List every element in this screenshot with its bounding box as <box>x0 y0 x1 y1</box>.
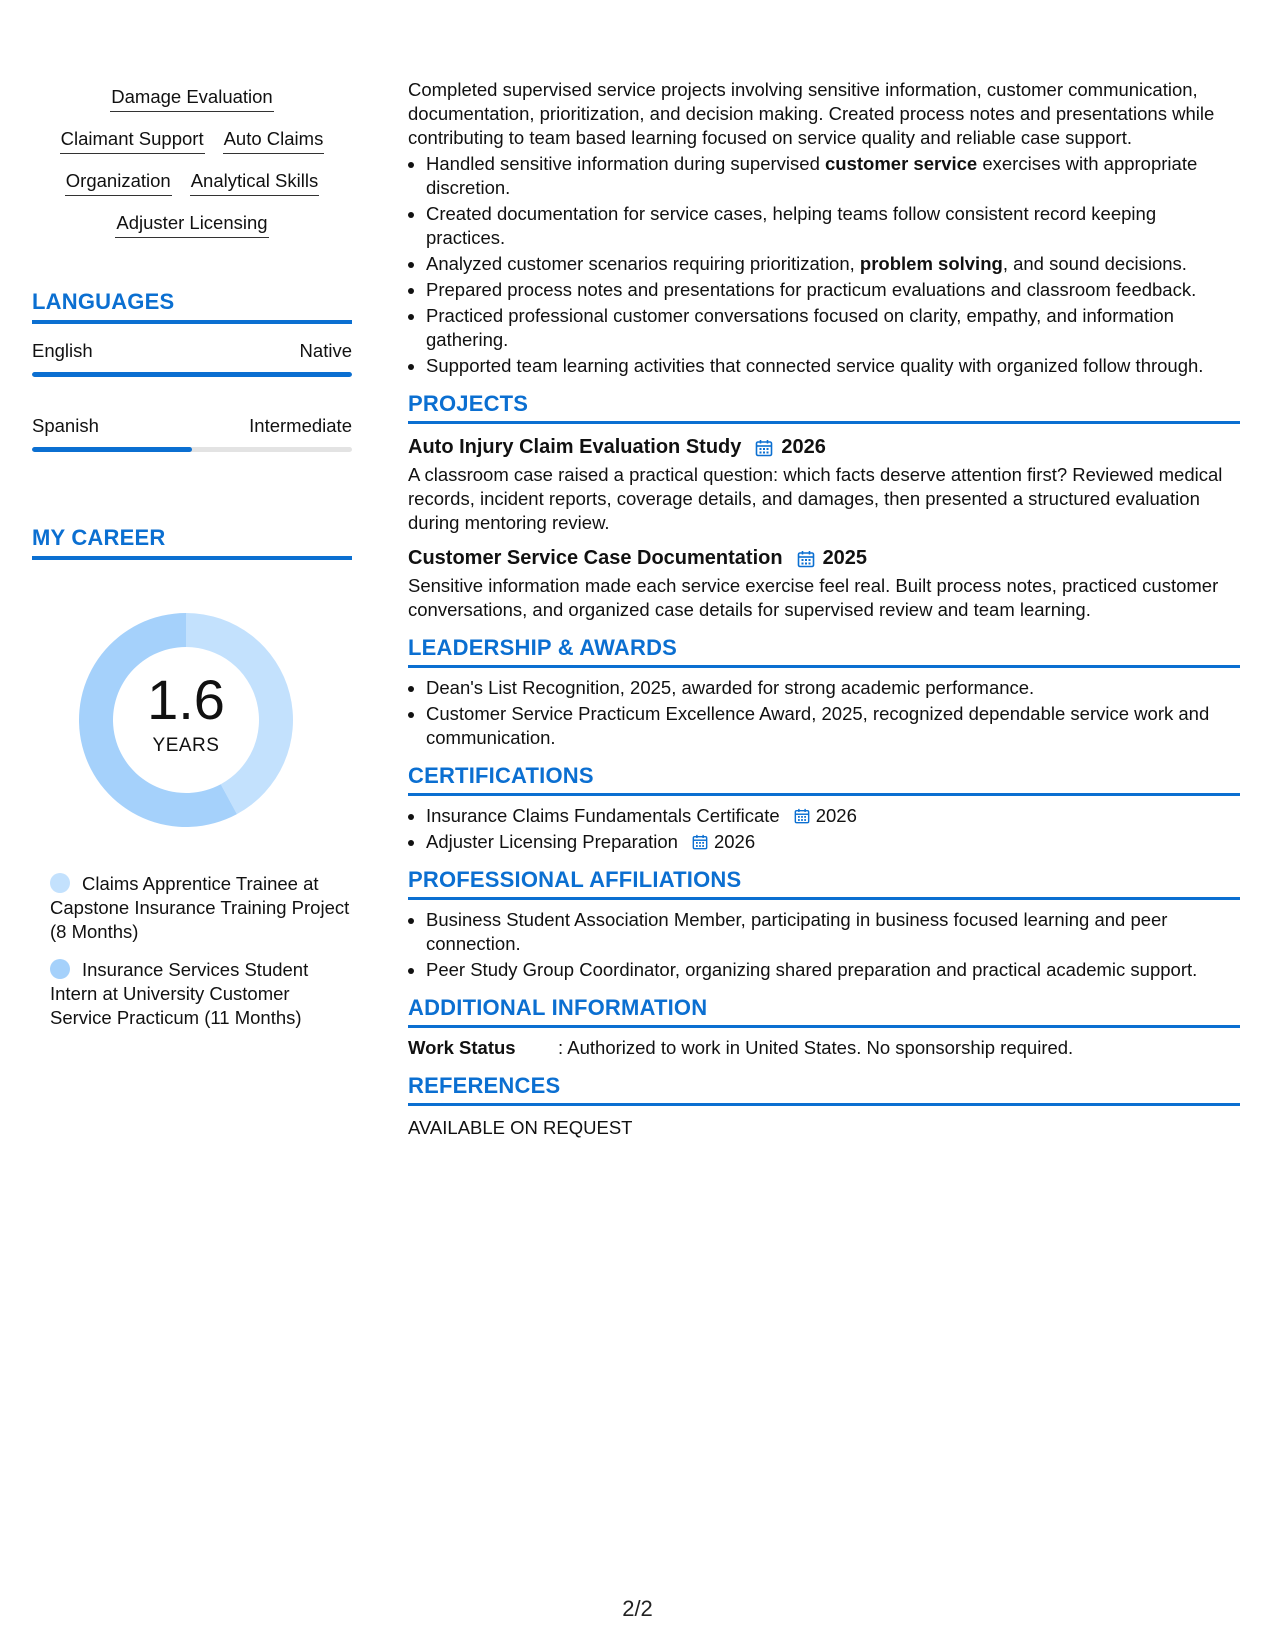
certification-item <box>426 830 1240 854</box>
skill-tag: Analytical Skills <box>190 168 320 196</box>
leadership-item: • Dean's List Recognition, 2025, awarded for strong academic performance. <box>426 676 1240 700</box>
language-level: Intermediate <box>249 415 352 436</box>
skill-tag: Organization <box>65 168 172 196</box>
work-status-label: Work Status <box>408 1037 516 1058</box>
language-proficiency-bar <box>32 447 352 452</box>
skill-tag: Adjuster Licensing <box>115 210 268 238</box>
career-legend-item <box>50 958 350 1030</box>
affiliation-item: • Peer Study Group Coordinator, organizing shared preparation and practical academic support. <box>426 958 1240 982</box>
skill-row <box>60 126 325 154</box>
certification-year: 2026 <box>815 805 857 826</box>
experience-bullet: • Analyzed customer scenarios requiring prioritization, problem solving, and sound decisions. <box>426 252 1240 276</box>
skill-tag: Damage Evaluation <box>110 84 273 112</box>
affiliation-item: • Business Student Association Member, participating in business focused learning and peer connection. <box>426 908 1240 956</box>
project-title: Customer Service Case Documentation <box>408 547 783 569</box>
language-item <box>32 338 352 377</box>
languages-heading: LANGUAGES <box>32 288 352 324</box>
legend-dot <box>50 959 70 979</box>
project-title: Auto Injury Claim Evaluation Study <box>408 436 742 458</box>
project-item <box>408 434 1240 535</box>
skill-tag: Claimant Support <box>60 126 205 154</box>
page-number: 2/2 <box>622 1596 653 1621</box>
certifications-list <box>408 804 1240 854</box>
project-item <box>408 545 1240 622</box>
references-heading: REFERENCES <box>408 1072 1240 1106</box>
career-legend-item <box>50 872 350 944</box>
leadership-item: • Customer Service Practicum Excellence Award, 2025, recognized dependable service work and communication. <box>426 702 1240 750</box>
career-total-unit: YEARS <box>152 735 220 756</box>
experience-bullet: • Prepared process notes and presentations for practicum evaluations and classroom feedback. <box>426 278 1240 302</box>
certification-year: 2026 <box>713 831 756 852</box>
skill-row <box>115 210 268 238</box>
calendar-icon <box>794 806 810 822</box>
certification-item <box>426 804 1240 828</box>
experience-bullets <box>408 152 1240 378</box>
career-legend-text: Insurance Services Student Intern at University Customer Service Practicum (11 Months) <box>50 959 309 1028</box>
experience-summary: Completed supervised service projects involving sensitive information, customer communication, documentation, prioritization, and decision making. Created process notes and presentations while contributing to team based learning focused on service quality and reliable case support. <box>408 79 1215 148</box>
project-description: Sensitive information made each service exercise feel real. Built process notes, practiced customer conversations, and organized case details for supervised review and team learning. <box>408 575 1219 620</box>
right-column <box>408 78 1240 1140</box>
affiliations-heading: PROFESSIONAL AFFILIATIONS <box>408 866 1240 900</box>
legend-dot <box>50 873 70 893</box>
experience-bullet: • Practiced professional customer conversations focused on clarity, empathy, and information gathering. <box>426 304 1240 352</box>
projects-heading: PROJECTS <box>408 390 1240 424</box>
certification-name: Insurance Claims Fundamentals Certificate <box>426 805 780 826</box>
career-total-value: 1.6 <box>147 668 225 731</box>
language-proficiency-fill <box>32 372 352 377</box>
skill-row <box>110 84 273 112</box>
language-proficiency-bar <box>32 372 352 377</box>
project-description: A classroom case raised a practical question: which facts deserve attention first? Reviewed medical records, incident reports, coverage details, and damages, then presented a structured evaluation during mentoring review. <box>408 464 1223 533</box>
project-year: 2026 <box>781 436 826 458</box>
language-proficiency-fill <box>32 447 192 452</box>
experience-bullet: • Handled sensitive information during supervised customer service exercises with appropriate discretion. <box>426 152 1240 200</box>
project-year: 2025 <box>822 547 868 569</box>
work-status-value: : Authorized to work in United States. No sponsorship required. <box>558 1037 1074 1058</box>
language-name: Spanish <box>32 415 99 436</box>
career-legend-text: Claims Apprentice Trainee at Capstone Insurance Training Project (8 Months) <box>50 873 350 942</box>
certifications-heading: CERTIFICATIONS <box>408 762 1240 796</box>
affiliations-list <box>408 908 1240 982</box>
references-text: AVAILABLE ON REQUEST <box>408 1117 633 1138</box>
skills-tags <box>32 84 352 238</box>
calendar-icon <box>797 549 815 567</box>
career-heading: MY CAREER <box>32 524 352 560</box>
left-column <box>32 84 352 1044</box>
donut-center <box>66 600 306 840</box>
language-item <box>32 413 352 452</box>
additional-info-heading: ADDITIONAL INFORMATION <box>408 994 1240 1028</box>
language-level: Native <box>299 340 352 361</box>
experience-bullet: • Supported team learning activities that connected service quality with organized follow through. <box>426 354 1240 378</box>
calendar-icon <box>692 832 708 848</box>
career-donut-chart <box>66 600 306 840</box>
skill-row <box>65 168 319 196</box>
experience-bullet: • Created documentation for service cases, helping teams follow consistent record keeping practices. <box>426 202 1240 250</box>
career-legend <box>32 872 350 1030</box>
leadership-list <box>408 676 1240 750</box>
calendar-icon <box>755 438 773 456</box>
certification-name: Adjuster Licensing Preparation <box>426 831 678 852</box>
skill-tag: Auto Claims <box>223 126 325 154</box>
leadership-heading: LEADERSHIP & AWARDS <box>408 634 1240 668</box>
work-status-row <box>408 1036 1240 1060</box>
language-name: English <box>32 340 93 361</box>
